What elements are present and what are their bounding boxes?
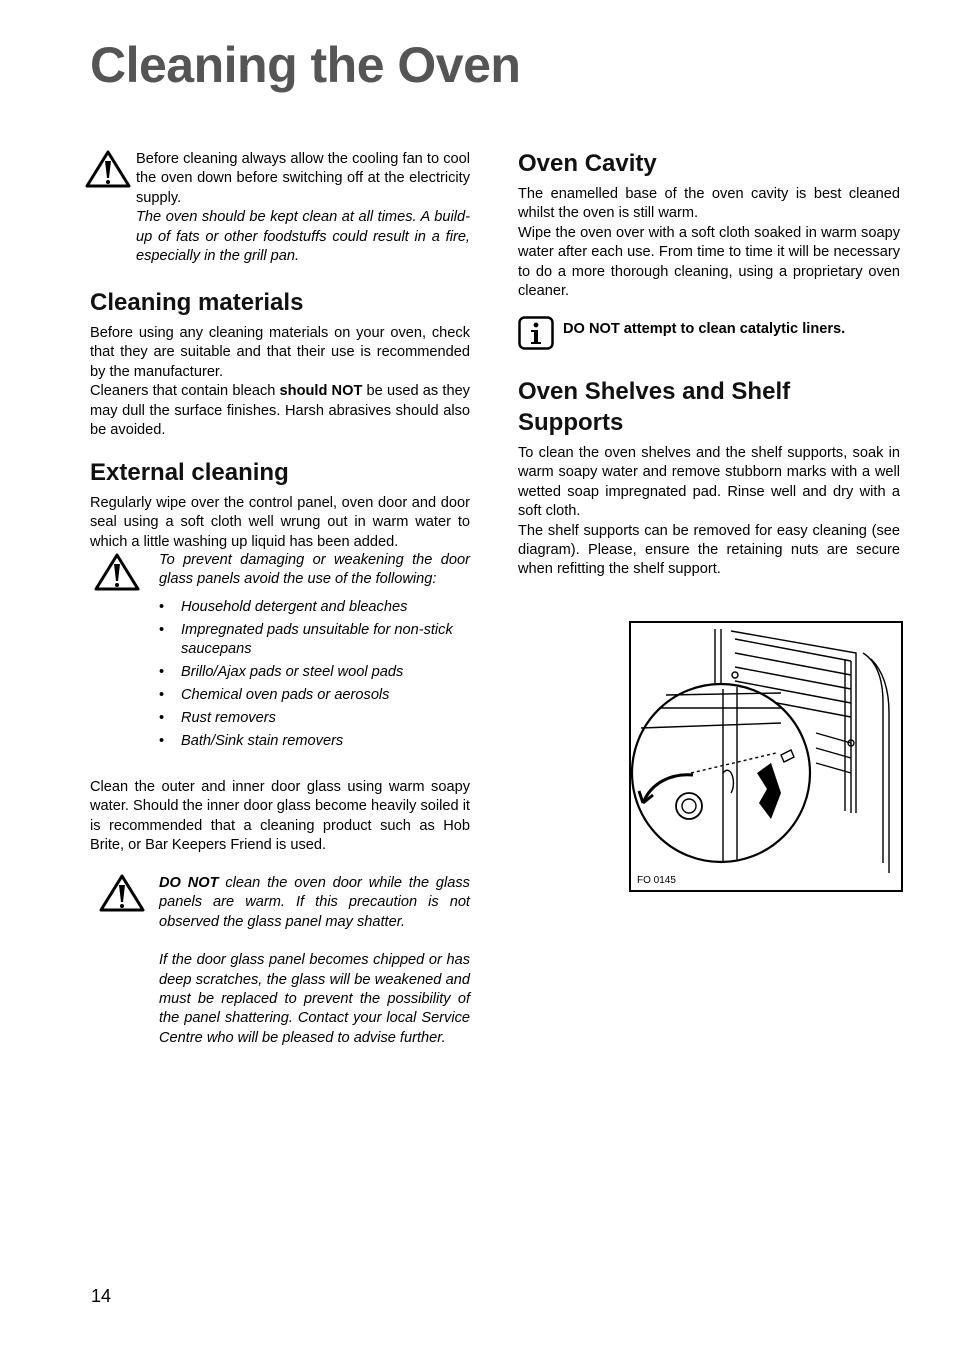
chipped-glass-text: If the door glass panel becomes chipped or has deep scratches, the glass will be weakened and must be replaced to prevent the possibility of the panel shattering. Contact your local Service Centre who will be pleased to advise further. (159, 952, 470, 1046)
catalytic-info: DO NOT attempt to clean catalytic liners. (563, 321, 846, 337)
cleaning-materials-heading: Cleaning materials (90, 289, 304, 316)
warning-triangle-icon (99, 874, 145, 912)
oven-cavity-section (518, 148, 900, 301)
door-glass-section (90, 778, 470, 856)
list-item: • Bath/Sink stain removers (159, 732, 470, 751)
shelf-support-illustration (631, 623, 901, 890)
door-warning-text: DO NOT clean the oven door while the glass panels are warm. If this precaution is not observed the glass panel may shatter. (159, 875, 470, 930)
cleaning-materials-para1: Before using any cleaning materials on your oven, check that they are suitable and that their use is recommended by the manufacturer. (90, 325, 470, 380)
page-title: Cleaning the Oven (90, 37, 521, 93)
oven-cavity-para1: The enamelled base of the oven cavity is best cleaned whilst the oven is still warm. (518, 186, 900, 222)
avoid-list (159, 598, 470, 755)
external-cleaning-heading: External cleaning (90, 459, 289, 486)
oven-cavity-heading: Oven Cavity (518, 150, 657, 177)
list-item: • Chemical oven pads or aerosols (159, 686, 470, 705)
figure-label: FO 0145 (637, 875, 676, 886)
page-number: 14 (91, 1286, 112, 1306)
external-cleaning-section (90, 457, 470, 552)
oven-shelves-heading: Oven Shelves and Shelf Supports (518, 378, 791, 436)
oven-shelves-para1: To clean the oven shelves and the shelf supports, soak in warm soapy water and remove stubborn marks with a well wetted soap impregnated pad. Rinse well and dry with a soft cloth. (518, 445, 900, 520)
shelf-support-diagram (629, 621, 903, 892)
glass-warning (159, 551, 470, 590)
oven-cavity-para2: Wipe the oven over with a soft cloth soaked in warm soapy water after each use. From time to time it will be necessary to do a more thorough cleaning, using a proprietary oven cleaner. (518, 224, 900, 300)
cleaning-materials-section (90, 287, 470, 440)
cleaning-materials-para2: Cleaners that contain bleach should NOT be used as they may dull the surface finishes. Harsh abrasives should also be avoided. (90, 383, 470, 439)
door-warning (159, 874, 470, 1048)
info-icon (518, 316, 554, 352)
intro-warning-text: Before cleaning always allow the cooling fan to cool the oven down before switching off at the electricity supply. (136, 151, 470, 206)
oven-shelves-para2: The shelf supports can be removed for easy cleaning (see diagram). Please, ensure the retaining nuts are secure when refitting the shelf support. (518, 522, 900, 578)
list-item: • Household detergent and bleaches (159, 598, 470, 617)
intro-warning (136, 150, 470, 266)
glass-warning-text: To prevent damaging or weakening the door glass panels avoid the use of the following: (159, 552, 470, 588)
list-item: • Impregnated pads unsuitable for non-stick saucepans (159, 621, 470, 660)
oven-shelves-section (518, 376, 900, 580)
external-cleaning-para1: Regularly wipe over the control panel, oven door and door seal using a soft cloth well wrung out in warm water to which a little washing up liquid has been added. (90, 495, 470, 550)
list-item: • Rust removers (159, 709, 470, 728)
list-item: • Brillo/Ajax pads or steel wool pads (159, 663, 470, 682)
warning-triangle-icon (94, 553, 140, 591)
door-glass-para: Clean the outer and inner door glass using warm soapy water. Should the inner door glass become heavily soiled it is recommended that a cleaning product such as Hob Brite, or Bar Keepers Friend is used. (90, 779, 470, 854)
warning-triangle-icon (85, 150, 131, 188)
intro-warning-italic: The oven should be kept clean at all times. A build-up of fats or other foodstuffs could result in a fire, especially in the grill pan. (136, 209, 470, 265)
